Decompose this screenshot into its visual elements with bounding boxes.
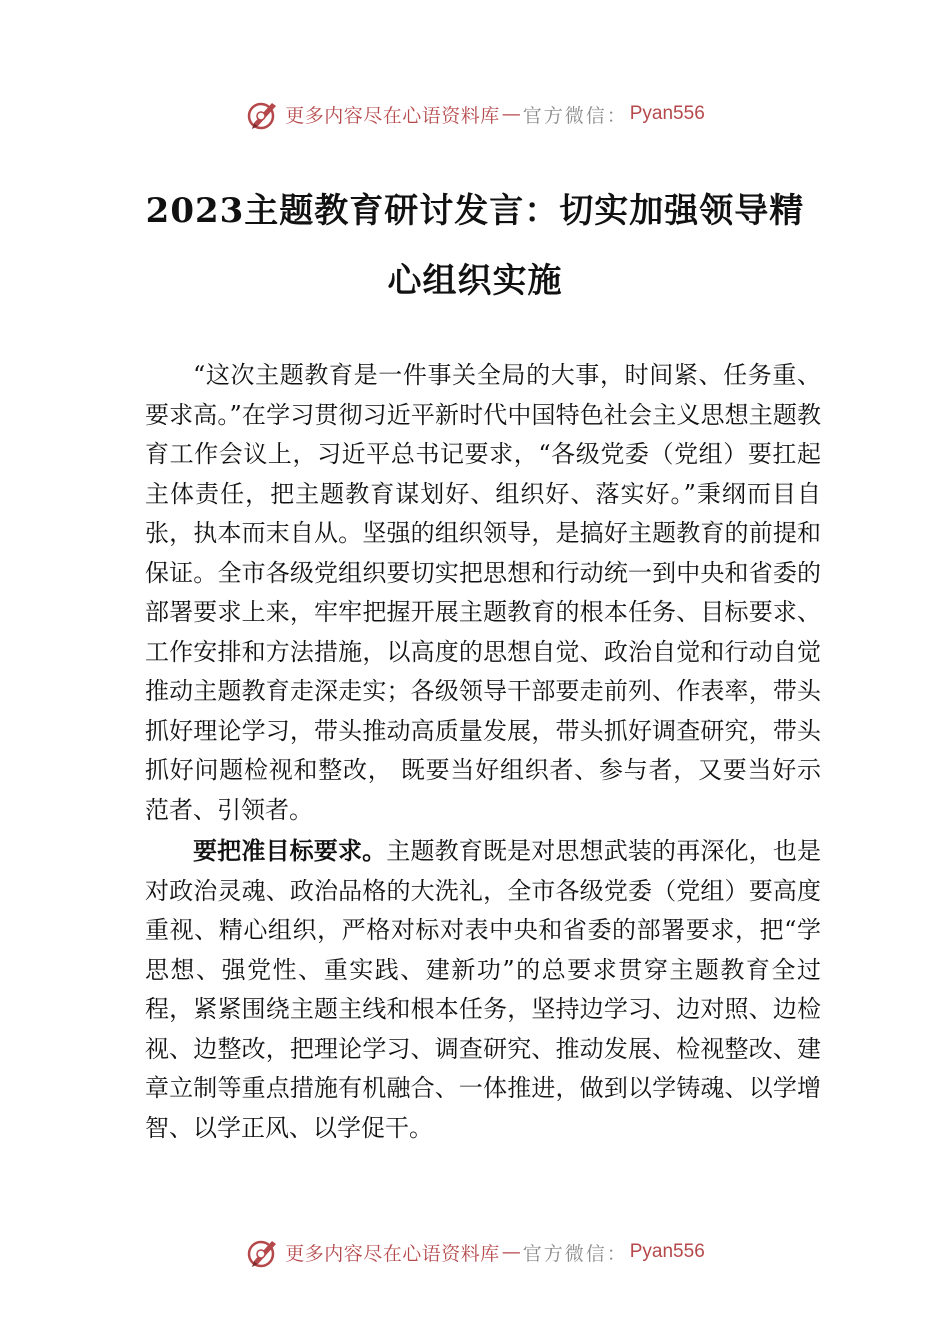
watermark-wechat-id: Pyan556 xyxy=(629,103,705,124)
watermark-label: 官方微信： xyxy=(522,104,628,127)
paragraph-1 xyxy=(145,356,821,830)
document-body xyxy=(145,356,821,1148)
title-line-1: 2023主题教育研讨发言：切实加强领导精 xyxy=(145,191,805,231)
title-line-2: 心组织实施 xyxy=(387,261,563,301)
paragraph-2 xyxy=(145,832,821,1148)
paragraph-text: 主题教育既是对思想武装的再深化，也是对政治灵魂、政治品格的大洗礼，全市各级党委（党组）要高度重视、精心组织，严格对标对表中央和省委的部署要求，把“学思想、强党性、重实践、建新功”的总要求贯穿主题教育全过程，紧紧围绕主题主线和根本任务，坚持边学习、边对照、边检视、边整改，把理论学习、调查研究、推动发展、检视整改、建章立制等重点措施有机融合、一体推进，做到以学铸魂、以学增智、以学正风、以学促干。 xyxy=(145,837,821,1142)
watermark-brand: 更多内容尽在心语资料库 xyxy=(285,1242,500,1265)
pen-logo-icon xyxy=(245,1234,281,1270)
paragraph-text: “这次主题教育是一件事关全局的大事，时间紧、任务重、要求高。”在学习贯彻习近平新时代中国特色社会主义思想主题教育工作会议上，习近平总书记要求，“各级党委（党组）要扛起主体责任，把主题教育谋划好、组织好、落实好。”秉纲而目自张，执本而末自从。坚强的组织领导，是搞好主题教育的前提和保证。全市各级党组织要切实把思想和行动统一到中央和省委的部署要求上来，牢牢把握开展主题教育的根本任务、目标要求、工作安排和方法措施，以高度的思想自觉、政治自觉和行动自觉推动主题教育走深走实；各级领导干部要走前列、作表率，带头抓好理论学习，带头推动高质量发展，带头抓好调查研究，带头抓好问题检视和整改， 既要当好组织者、参与者，又要当好示范者、引领者。 xyxy=(145,361,821,824)
header-watermark xyxy=(0,94,950,134)
paragraph-lead: 要把准目标要求。 xyxy=(193,837,387,865)
document-title xyxy=(100,176,850,316)
footer-watermark xyxy=(0,1232,950,1272)
watermark-label: 官方微信： xyxy=(522,1242,628,1265)
watermark-separator: — xyxy=(501,103,521,125)
watermark-separator: — xyxy=(501,1241,521,1263)
watermark-wechat-id: Pyan556 xyxy=(629,1241,705,1262)
pen-logo-icon xyxy=(245,96,281,132)
watermark-brand: 更多内容尽在心语资料库 xyxy=(285,104,500,127)
